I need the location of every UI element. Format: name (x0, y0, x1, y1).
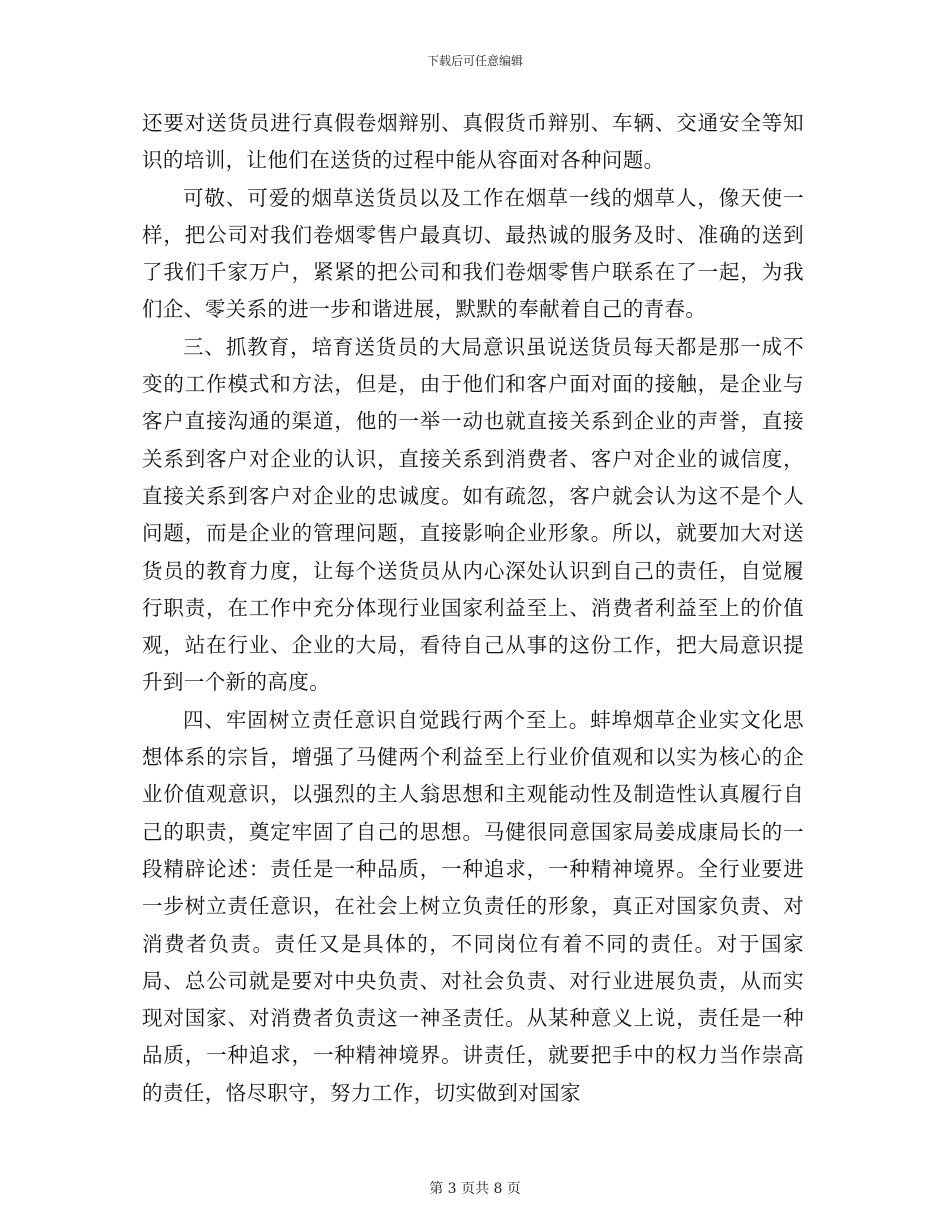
document-body (142, 105, 804, 1112)
paragraph-section-three: 三、抓教育，培育送货员的大局意识虽说送货员每天都是那一成不变的工作模式和方法，但是，由于他们和客户面对面的接触，是企业与客户直接沟通的渠道，他的一举一动也就直接关系到企业的声誉，直接关系到客户对企业的认识，直接关系到消费者、客户对企业的诚信度，直接关系到客户对企业的忠诚度。如有疏忽，客户就会认为这不是个人问题，而是企业的管理问题，直接影响企业形象。所以，就要加大对送货员的教育力度，让每个送货员从内心深处认识到自己的责任，自觉履行职责，在工作中充分体现行业国家利益至上、消费者利益至上的价值观，站在行业、企业的大局，看待自己从事的这份工作，把大局意识提升到一个新的高度。 (142, 334, 804, 695)
page-number: 第 3 页共 8 页 (429, 1181, 521, 1197)
paragraph-continuation: 还要对送货员进行真假卷烟辩别、真假货币辩别、车辆、交通安全等知识的培训，让他们在送货的过程中能从容面对各种问题。 (142, 111, 804, 173)
paragraph-tribute: 可敬、可爱的烟草送货员以及工作在烟草一线的烟草人，像天使一样，把公司对我们卷烟零售户最真切、最热诚的服务及时、准确的送到了我们千家万户，紧紧的把公司和我们卷烟零售户联系在了一起，为我们企、零关系的进一步和谐进展，默默的奉献着自己的青春。 (142, 185, 804, 322)
paragraph-section-four: 四、牢固树立责任意识自觉践行两个至上。蚌埠烟草企业实文化思想体系的宗旨，增强了马健两个利益至上行业价值观和以实为核心的企业价值观意识，以强烈的主人翁思想和主观能动性及制造性认真履行自己的职责，奠定牢固了自己的思想。马健很同意国家局姜成康局长的一段精辟论述：责任是一种品质，一种追求，一种精神境界。全行业要进一步树立责任意识，在社会上树立负责任的形象，真正对国家负责、对消费者负责。责任又是具体的，不同岗位有着不同的责任。对于国家局、总公司就是要对中央负责、对社会负责、对行业进展负责，从而实现对国家、对消费者负责这一神圣责任。从某种意义上说，责任是一种品质，一种追求，一种精神境界。讲责任，就要把手中的权力当作崇高的责任，恪尽职守，努力工作，切实做到对国家 (142, 707, 804, 1105)
page-header: 下载后可任意编辑 (426, 54, 523, 68)
